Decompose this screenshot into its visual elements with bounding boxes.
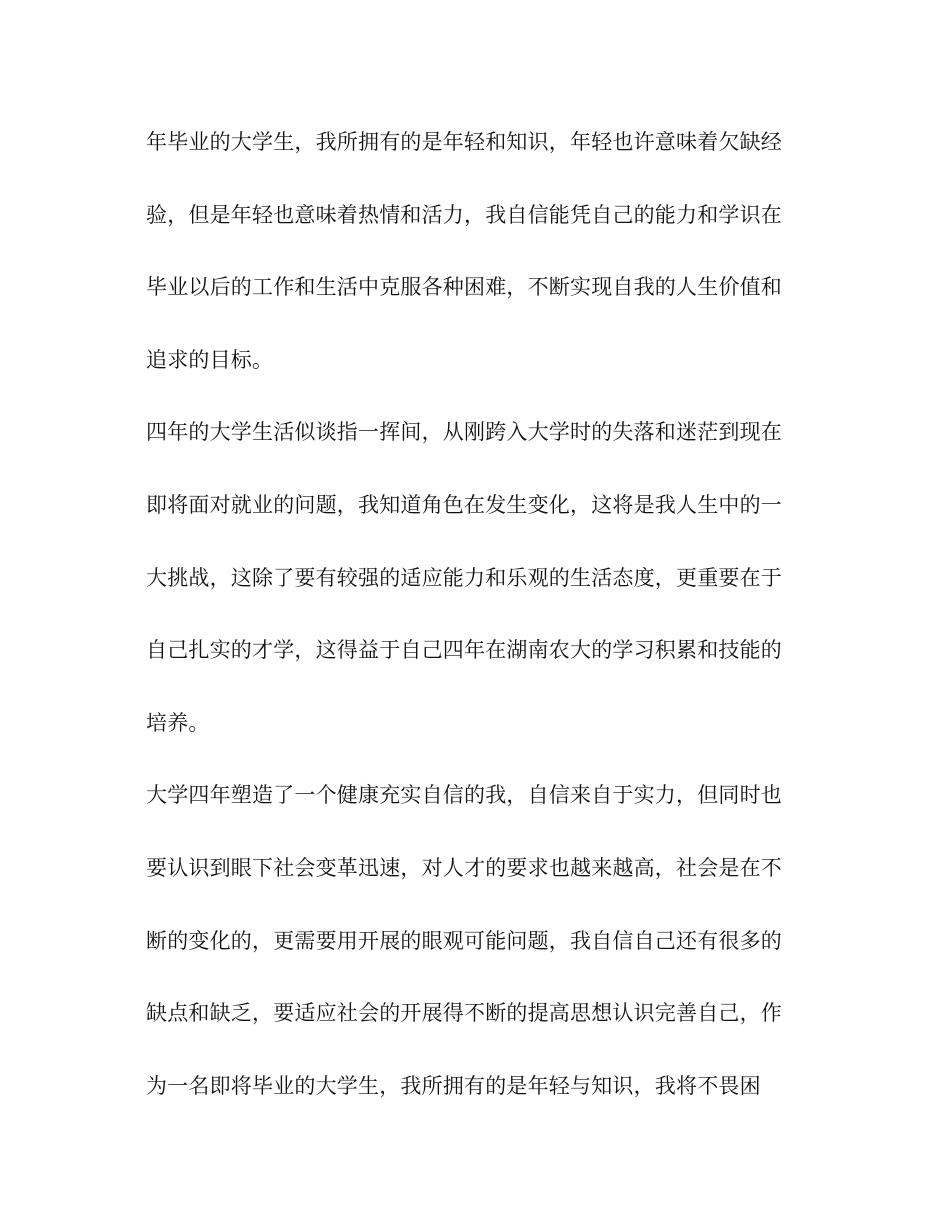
text-line: 年毕业的大学生，我所拥有的是年轻和知识，年轻也许意味着欠缺经	[146, 130, 782, 154]
text-line: 要认识到眼下社会变革迅速，对人才的要求也越来越高，社会是在不	[146, 855, 782, 880]
text-line: 大挑战，这除了要有较强的适应能力和乐观的生活态度，更重要在于	[146, 565, 782, 590]
text-line: 缺点和缺乏，要适应社会的开展得不断的提高思想认识完善自己，作	[146, 1001, 782, 1026]
body-text	[146, 117, 806, 1133]
text-line: 断的变化的，更需要用开展的眼观可能问题，我自信自己还有很多的	[146, 928, 782, 953]
text-line: 大学四年塑造了一个健康充实自信的我，自信来自于实力，但同时也	[146, 783, 782, 808]
text-line: 即将面对就业的问题，我知道角色在发生变化，这将是我人生中的一	[146, 492, 782, 517]
text-line: 为一名即将毕业的大学生，我所拥有的是年轻与知识，我将不畏困	[146, 1073, 761, 1098]
text-line: 毕业以后的工作和生活中克服各种困难，不断实现自我的人生价值和	[146, 275, 782, 300]
text-line: 培养。	[146, 710, 210, 735]
text-line: 自己扎实的才学，这得益于自己四年在湖南农大的学习积累和技能的	[146, 638, 782, 663]
text-line: 验，但是年轻也意味着热情和活力，我自信能凭自己的能力和学识在	[146, 202, 782, 227]
text-line: 四年的大学生活似谈指一挥间，从刚跨入大学时的失落和迷茫到现在	[146, 420, 782, 445]
text-line: 追求的目标。	[146, 347, 274, 372]
